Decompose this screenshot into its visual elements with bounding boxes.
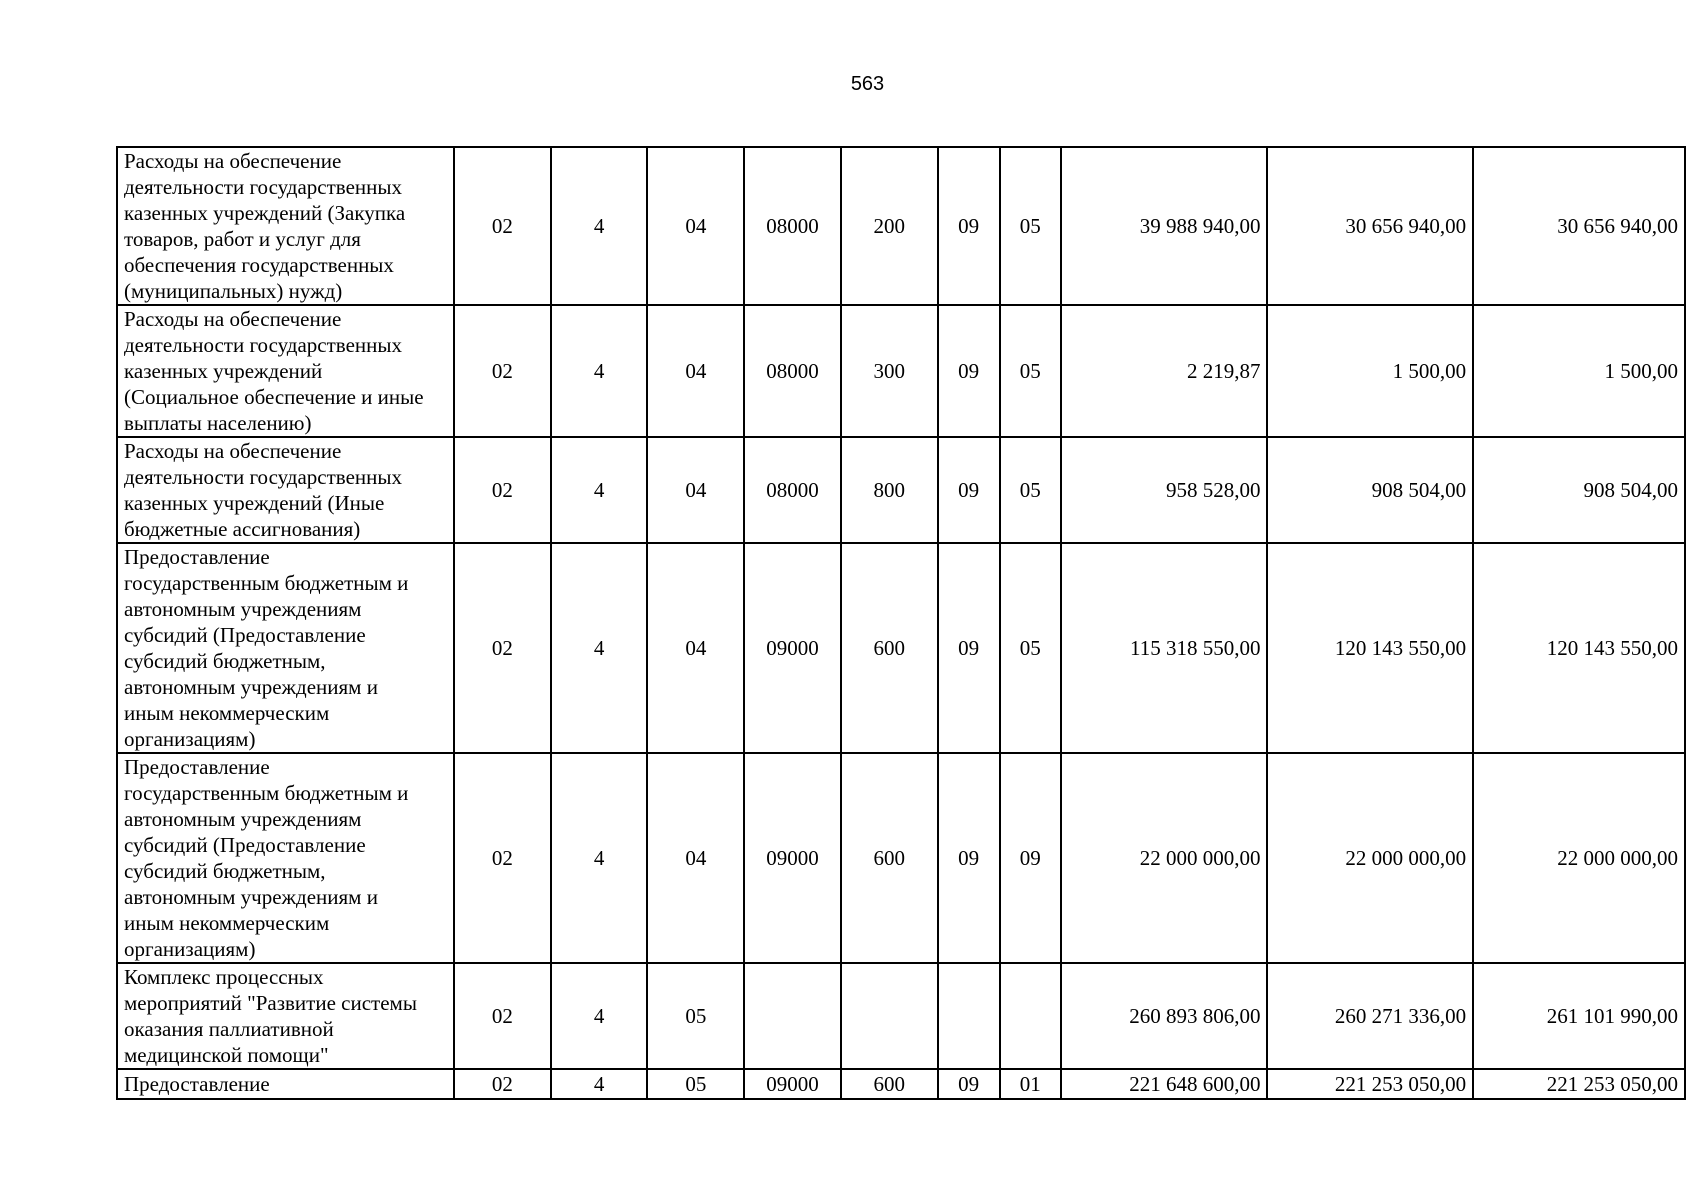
subsection-cell: 05	[1000, 305, 1061, 437]
amount-year-3-cell: 261 101 990,00	[1473, 963, 1685, 1069]
section-cell: 09	[938, 543, 1000, 753]
amount-year-1-cell: 958 528,00	[1061, 437, 1268, 543]
table-row	[117, 437, 1685, 543]
expense-type-cell: 200	[841, 147, 938, 305]
section-cell: 09	[938, 305, 1000, 437]
subprogram-type-cell: 4	[551, 305, 648, 437]
subprogram-type-cell: 4	[551, 147, 648, 305]
amount-year-2-cell: 22 000 000,00	[1267, 753, 1473, 963]
expense-name-cell: Расходы на обеспечение деятельности государственных казенных учреждений (Закупка товаров, работ и услуг для обеспечения государственных (муниципальных) нужд)	[117, 147, 454, 305]
complex-code-cell: 04	[647, 305, 744, 437]
section-cell	[938, 963, 1000, 1069]
expense-type-cell: 300	[841, 305, 938, 437]
amount-year-1-cell: 2 219,87	[1061, 305, 1268, 437]
table-row	[117, 147, 1685, 305]
section-cell: 09	[938, 147, 1000, 305]
direction-code-cell: 08000	[744, 147, 841, 305]
program-code-cell: 02	[454, 1069, 551, 1099]
expense-type-cell: 800	[841, 437, 938, 543]
subsection-cell: 05	[1000, 543, 1061, 753]
amount-year-2-cell: 30 656 940,00	[1267, 147, 1473, 305]
direction-code-cell: 09000	[744, 543, 841, 753]
amount-year-2-cell: 908 504,00	[1267, 437, 1473, 543]
amount-year-1-cell: 221 648 600,00	[1061, 1069, 1268, 1099]
table-row	[117, 963, 1685, 1069]
expense-name-cell: Расходы на обеспечение деятельности государственных казенных учреждений (Иные бюджетные ассигнования)	[117, 437, 454, 543]
subsection-cell: 09	[1000, 753, 1061, 963]
amount-year-3-cell: 30 656 940,00	[1473, 147, 1685, 305]
amount-year-2-cell: 120 143 550,00	[1267, 543, 1473, 753]
subprogram-type-cell: 4	[551, 963, 648, 1069]
subprogram-type-cell: 4	[551, 437, 648, 543]
expense-type-cell	[841, 963, 938, 1069]
section-cell: 09	[938, 753, 1000, 963]
program-code-cell: 02	[454, 147, 551, 305]
direction-code-cell: 08000	[744, 437, 841, 543]
direction-code-cell	[744, 963, 841, 1069]
subprogram-type-cell: 4	[551, 1069, 648, 1099]
amount-year-2-cell: 260 271 336,00	[1267, 963, 1473, 1069]
program-code-cell: 02	[454, 543, 551, 753]
subprogram-type-cell: 4	[551, 753, 648, 963]
amount-year-1-cell: 22 000 000,00	[1061, 753, 1268, 963]
expense-name-cell: Предоставление государственным бюджетным и автономным учреждениям субсидий (Предоставление субсидий бюджетным, автономным учреждениям и иным некоммерческим организациям)	[117, 753, 454, 963]
program-code-cell: 02	[454, 437, 551, 543]
subsection-cell: 01	[1000, 1069, 1061, 1099]
direction-code-cell: 08000	[744, 305, 841, 437]
amount-year-3-cell: 120 143 550,00	[1473, 543, 1685, 753]
expense-name-cell: Предоставление государственным бюджетным и автономным учреждениям субсидий (Предоставление субсидий бюджетным, автономным учреждениям и иным некоммерческим организациям)	[117, 543, 454, 753]
subsection-cell	[1000, 963, 1061, 1069]
table-row	[117, 543, 1685, 753]
program-code-cell: 02	[454, 305, 551, 437]
table-row	[117, 753, 1685, 963]
complex-code-cell: 05	[647, 1069, 744, 1099]
section-cell: 09	[938, 1069, 1000, 1099]
expense-type-cell: 600	[841, 1069, 938, 1099]
amount-year-2-cell: 221 253 050,00	[1267, 1069, 1473, 1099]
expense-name-cell: Расходы на обеспечение деятельности государственных казенных учреждений (Социальное обеспечение и иные выплаты населению)	[117, 305, 454, 437]
subsection-cell: 05	[1000, 147, 1061, 305]
expense-type-cell: 600	[841, 753, 938, 963]
complex-code-cell: 05	[647, 963, 744, 1069]
page-number: 563	[850, 73, 885, 95]
complex-code-cell: 04	[647, 437, 744, 543]
program-code-cell: 02	[454, 753, 551, 963]
expense-name-cell: Комплекс процессных мероприятий "Развитие системы оказания паллиативной медицинской помощи"	[117, 963, 454, 1069]
amount-year-1-cell: 260 893 806,00	[1061, 963, 1268, 1069]
direction-code-cell: 09000	[744, 753, 841, 963]
amount-year-1-cell: 115 318 550,00	[1061, 543, 1268, 753]
complex-code-cell: 04	[647, 147, 744, 305]
direction-code-cell: 09000	[744, 1069, 841, 1099]
section-cell: 09	[938, 437, 1000, 543]
table-row	[117, 1069, 1685, 1099]
complex-code-cell: 04	[647, 543, 744, 753]
expense-name-cell: Предоставление	[117, 1069, 454, 1099]
complex-code-cell: 04	[647, 753, 744, 963]
subprogram-type-cell: 4	[551, 543, 648, 753]
amount-year-2-cell: 1 500,00	[1267, 305, 1473, 437]
amount-year-3-cell: 22 000 000,00	[1473, 753, 1685, 963]
amount-year-3-cell: 1 500,00	[1473, 305, 1685, 437]
amount-year-3-cell: 908 504,00	[1473, 437, 1685, 543]
table-row	[117, 305, 1685, 437]
program-code-cell: 02	[454, 963, 551, 1069]
amount-year-1-cell: 39 988 940,00	[1061, 147, 1268, 305]
amount-year-3-cell: 221 253 050,00	[1473, 1069, 1685, 1099]
budget-table	[116, 146, 1686, 1100]
expense-type-cell: 600	[841, 543, 938, 753]
subsection-cell: 05	[1000, 437, 1061, 543]
